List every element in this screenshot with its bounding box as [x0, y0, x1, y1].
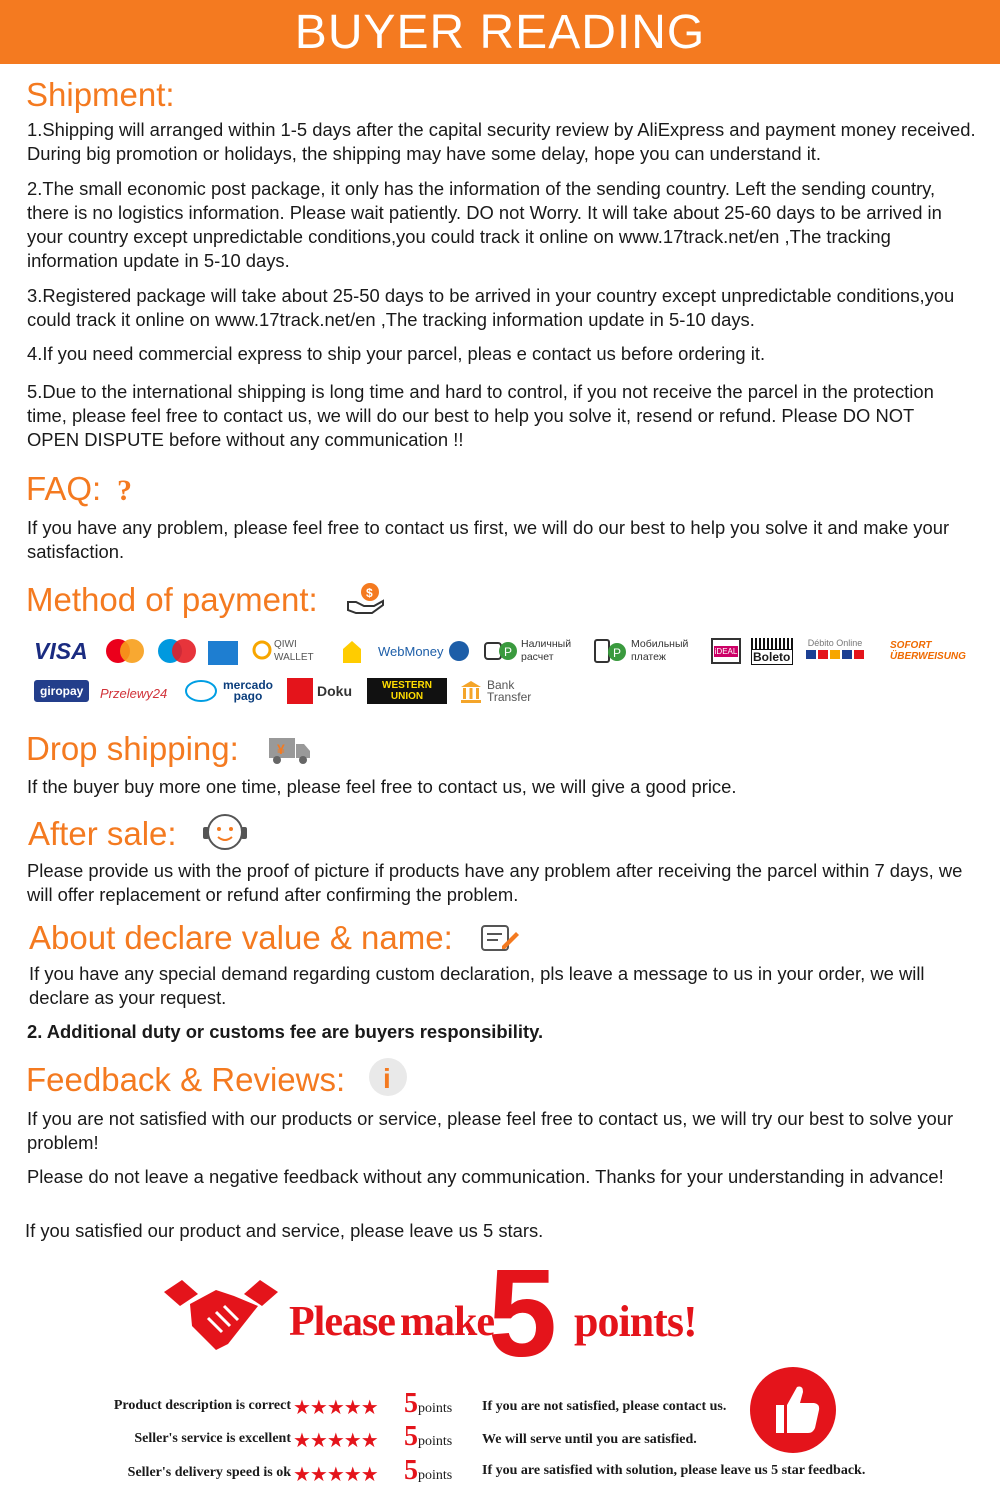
delivery-truck-icon — [268, 735, 312, 765]
rating-row-label: Seller's service is excellent — [134, 1431, 291, 1446]
edit-document-icon — [480, 922, 520, 954]
payment-logo-giropay: giropay — [34, 677, 89, 705]
banner-points-text: points! — [574, 1297, 697, 1346]
payment-logo-sofort: SOFORT ÜBERWEISUNG — [890, 640, 966, 662]
svg-text:i: i — [383, 1063, 391, 1094]
shipment-heading: Shipment: — [26, 76, 175, 113]
svg-text:?: ? — [117, 474, 132, 506]
rating-points: 5points — [404, 1455, 453, 1486]
rating-stars: ★★★★★ — [293, 1430, 378, 1452]
feedback-paragraph-3: If you satisfied our product and service, please leave us 5 stars. — [25, 1220, 544, 1241]
payment-logo-maestro — [156, 637, 198, 665]
question-mark-icon — [114, 472, 138, 506]
payment-logo-visa: VISA — [34, 637, 88, 664]
feedback-paragraph-2: Please do not leave a negative feedback without any communication. Thanks for your understanding in advance! — [27, 1166, 944, 1187]
payment-logo-mercadopago: mercado pago — [184, 677, 276, 705]
support-headset-icon — [200, 809, 250, 855]
payment-logo-western-union: WESTERN UNION — [367, 677, 447, 705]
svg-text:$: $ — [366, 586, 373, 600]
rating-points: 5points — [404, 1421, 453, 1452]
declare-heading: About declare value & name: — [29, 919, 453, 956]
payment-logo-cash: P Наличный расчет — [484, 637, 581, 665]
payment-logo-doku: Doku — [287, 677, 352, 705]
faq-text: If you have any problem, please feel free to contact us first, we will do our best to help you solve it and make your satisfaction. — [27, 517, 950, 562]
after-sale-text: Please provide us with the proof of picture if products have any problem after receiving the parcel within 7 days, we will offer replacement or refund after confirming the problem. — [27, 860, 963, 905]
payment-logo-mastercard — [104, 637, 146, 665]
shipment-paragraph-5: 5.Due to the international shipping is long time and hard to control, if you not receive the parcel in the protection time, please feel free to contact us, we will do our best to help you solve it, resend or refund. Please DO NOT OPEN DISPUTE before without any communication !! — [27, 381, 934, 450]
rating-points: 5points — [404, 1388, 453, 1419]
svg-text:¥: ¥ — [277, 741, 285, 757]
page-banner-title: BUYER READING — [0, 0, 1000, 64]
hand-coin-icon — [345, 580, 387, 616]
rating-row-label: Seller's delivery speed is ok — [127, 1465, 291, 1480]
after-sale-heading: After sale: — [28, 815, 177, 852]
payment-logo-yandex — [340, 637, 364, 665]
banner-make-text: make — [400, 1299, 494, 1345]
rating-row-message: We will serve until you are satisfied. — [482, 1432, 697, 1447]
payment-logo-qiwi: QIWI WALLET — [252, 637, 318, 665]
declare-duty-notice: 2. Additional duty or customs fee are buyers responsibility. — [27, 1021, 544, 1042]
faq-heading: FAQ: — [26, 470, 102, 507]
payment-logo-debito-online: Débito Online — [806, 634, 864, 662]
payment-heading: Method of payment: — [26, 581, 318, 618]
rating-row-label: Product description is correct — [113, 1398, 291, 1413]
handshake-icon — [160, 1272, 282, 1362]
payment-logo-bank-transfer: Bank Transfer — [459, 677, 537, 705]
declare-text: If you have any special demand regarding custom declaration, pls leave a message to us in your order, we will declare as your request. — [29, 963, 925, 1008]
payment-logo-amex — [208, 639, 238, 667]
drop-shipping-text: If the buyer buy more one time, please feel free to contact us, we will give a good price. — [27, 776, 737, 797]
banner-please-text: Please — [289, 1299, 395, 1345]
payment-logo-webmoney: WebMoney — [378, 637, 471, 665]
feedback-paragraph-1: If you are not satisfied with our products or service, please feel free to contact us, we will try our best to solve your problem! — [27, 1108, 954, 1153]
rating-row-message: If you are satisfied with solution, please leave us 5 star feedback. — [482, 1463, 866, 1478]
shipment-paragraph-3: 3.Registered package will take about 25-50 days to be arrived in your country except unpredictable conditions,you could track it online on www.17track.net/en ,The tracking information update in 5-10 days. — [27, 285, 955, 330]
shipment-paragraph-2: 2.The small economic post package, it only has the information of the sending country. Left the sending country, there is no logistics information. Please wait patiently. DO not Worry. It will take about 25-60 days to be arrived in your country except unpredictable conditions,you could track it online on www.17track.net/en ,The tracking information update in 5-10 days. — [27, 178, 942, 271]
rating-row-message: If you are not satisfied, please contact us. — [482, 1399, 727, 1414]
svg-text:P: P — [613, 646, 622, 660]
shipment-paragraph-4: 4.If you need commercial express to ship your parcel, pleas e contact us before ordering it. — [27, 343, 766, 364]
payment-logo-boleto: Boleto — [751, 637, 793, 665]
banner-five-number: 5 — [488, 1245, 557, 1383]
info-icon — [366, 1056, 410, 1098]
payment-logo-ideal: iDEAL — [711, 637, 741, 665]
payment-logo-mobile: P Мобильный платеж — [594, 637, 701, 665]
payment-logo-przelewy24: Przelewy24 — [100, 685, 168, 701]
rating-stars: ★★★★★ — [293, 1397, 378, 1419]
feedback-heading: Feedback & Reviews: — [26, 1061, 346, 1098]
svg-text:P: P — [504, 645, 513, 659]
thumbs-up-icon — [748, 1365, 838, 1455]
drop-shipping-heading: Drop shipping: — [26, 730, 239, 767]
rating-stars: ★★★★★ — [293, 1464, 378, 1486]
shipment-paragraph-1: 1.Shipping will arranged within 1-5 days after the capital security review by AliExpress and payment money received. During big promotion or holidays, the shipping may have some delay, hope you can understand it. — [27, 119, 976, 164]
